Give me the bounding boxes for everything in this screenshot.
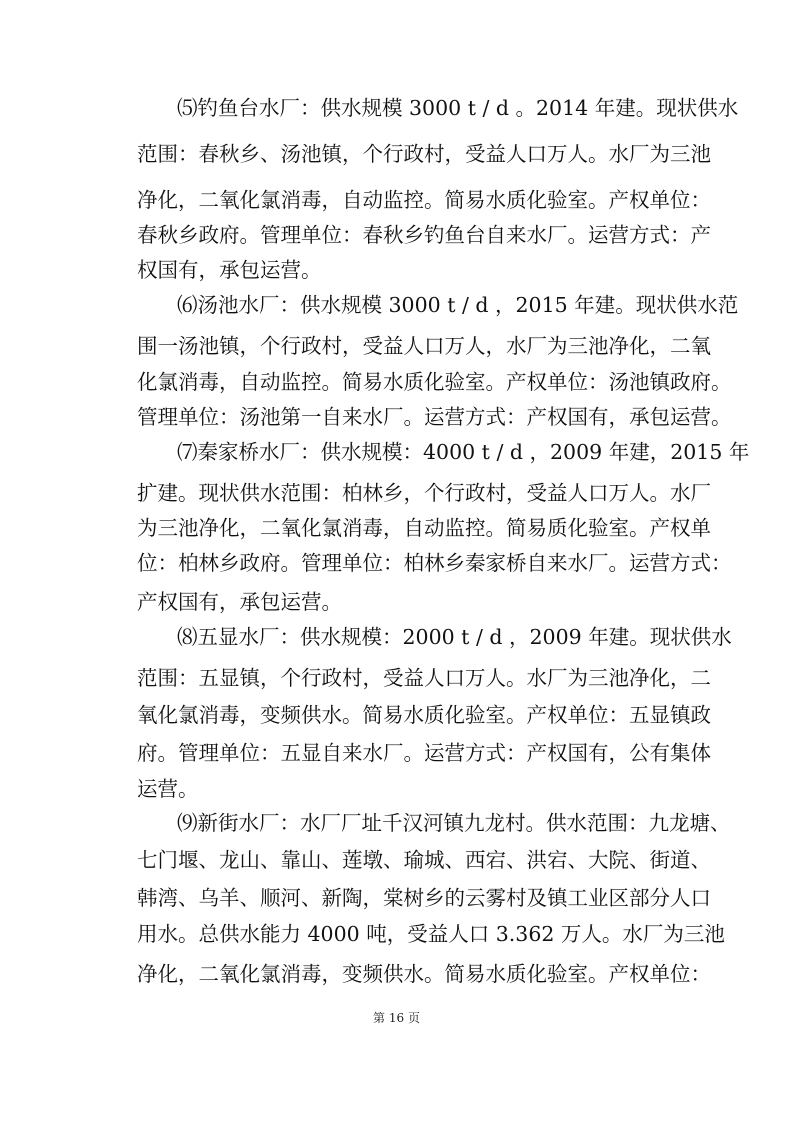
text-line: ⑹汤池水厂：供水规模 3000 t / d ，2015 年建。现状供水范: [177, 293, 739, 317]
text-line: 七门堰、龙山、靠山、莲墩、瑜城、西宕、洪宕、大院、街道、: [137, 848, 711, 872]
text-line: ⑺秦家桥水厂：供水规模：4000 t / d ，2009 年建，2015 年: [177, 440, 750, 464]
text-line: 化氯消毒，自动监控。简易水质化验室。产权单位：汤池镇政府。: [137, 370, 732, 394]
text-line: 府。管理单位：五显自来水厂。运营方式：产权国有，公有集体: [137, 741, 711, 765]
page-number: 第 16 页: [373, 1011, 420, 1025]
text-line: ⑸钓鱼台水厂：供水规模 3000 t / d 。2014 年建。现状供水: [177, 96, 739, 120]
text-line: 产权国有，承包运营。: [137, 590, 342, 614]
text-line: 春秋乡政府。管理单位：春秋乡钓鱼台自来水厂。运营方式：产: [137, 223, 711, 247]
text-line: 韩湾、乌羊、顺河、新陶，棠树乡的云雾村及镇工业区部分人口: [137, 886, 711, 910]
text-line: 范围：春秋乡、汤池镇，个行政村，受益人口万人。水厂为三池: [137, 142, 711, 166]
text-line: 权国有，承包运营。: [137, 258, 322, 282]
text-line: 净化，二氧化氯消毒，变频供水。简易水质化验室。产权单位：: [137, 962, 711, 986]
text-line: 为三池净化，二氧化氯消毒，自动监控。简易质化验室。产权单: [137, 516, 711, 540]
text-line: 净化，二氧化氯消毒，自动监控。简易水质化验室。产权单位：: [137, 188, 711, 212]
text-line: ⑼新街水厂：水厂厂址千汉河镇九龙村。供水范围：九龙塘、: [177, 811, 731, 835]
text-line: 围一汤池镇，个行政村，受益人口万人，水厂为三池净化，二氧: [137, 334, 711, 358]
text-line: ⑻五显水厂：供水规模：2000 t / d ，2009 年建。现状供水: [177, 625, 732, 649]
text-line: 位：柏林乡政府。管理单位：柏林乡秦家桥自来水厂。运营方式：: [137, 551, 732, 575]
text-line: 扩建。现状供水范围：柏林乡，个行政村，受益人口万人。水厂: [137, 481, 711, 505]
text-line: 氧化氯消毒，变频供水。简易水质化验室。产权单位：五显镇政: [137, 703, 711, 727]
text-line: 用水。总供水能力 4000 吨，受益人口 3.362 万人。水厂为三池: [137, 922, 725, 946]
text-line: 范围：五显镇，个行政村，受益人口万人。水厂为三池净化，二: [137, 666, 711, 690]
text-line: 运营。: [137, 777, 199, 801]
text-line: 管理单位：汤池第一自来水厂。运营方式：产权国有，承包运营。: [137, 405, 732, 429]
